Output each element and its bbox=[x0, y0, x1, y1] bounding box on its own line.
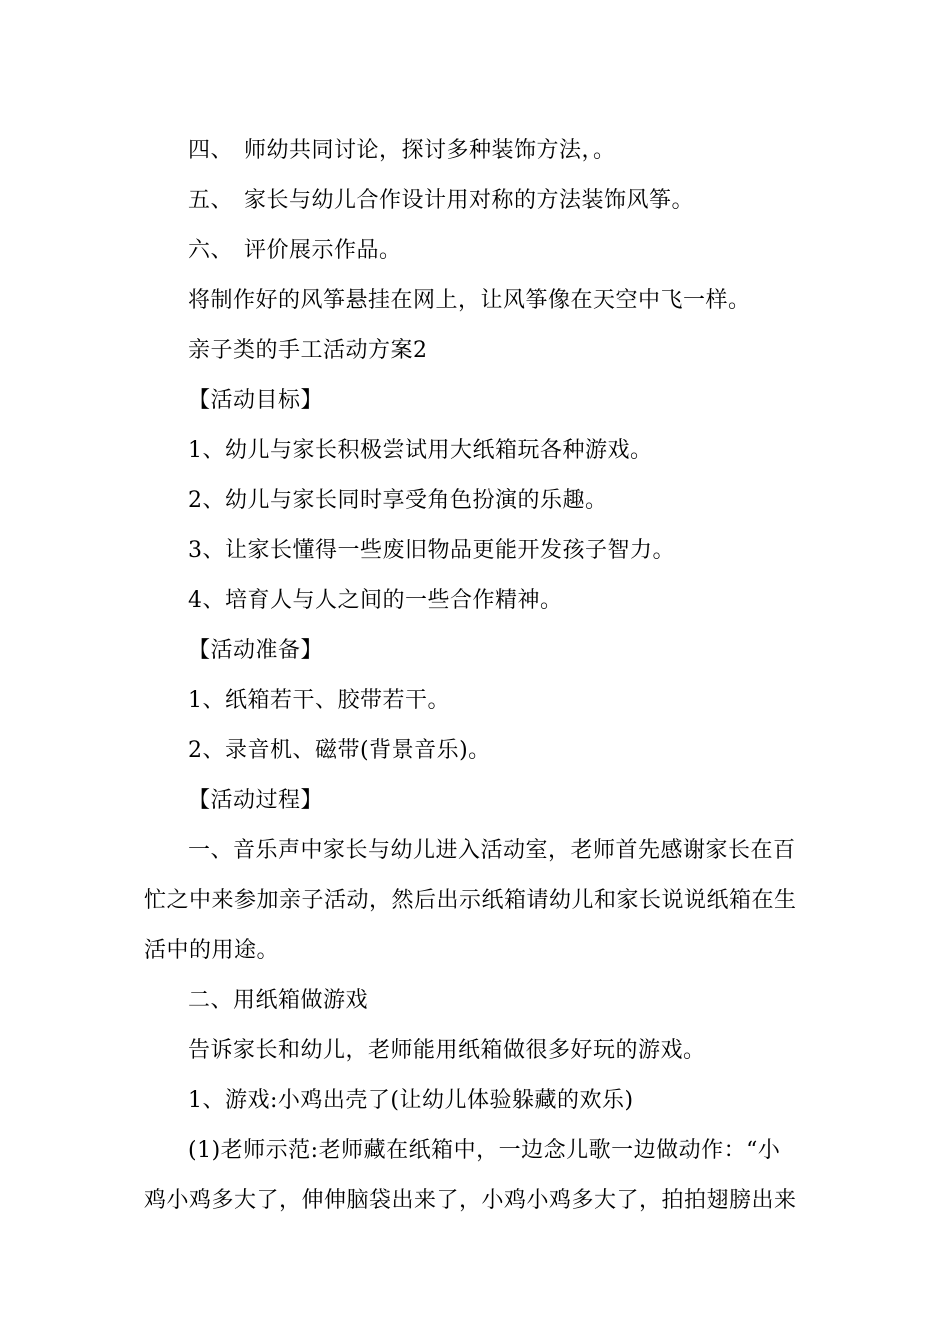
goal-item-2: 2、幼儿与家长同时享受角色扮演的乐趣。 bbox=[188, 488, 608, 513]
step-six bbox=[188, 236, 402, 266]
prep-item-1: 1、纸箱若干、胶带若干。 bbox=[188, 688, 450, 713]
step-number: 四、 bbox=[188, 138, 234, 163]
process-step-two: 二、用纸箱做游戏 bbox=[188, 988, 369, 1013]
prep-heading: 【活动准备】 bbox=[188, 638, 324, 663]
process-tell: 告诉家长和幼儿，老师能用纸箱做很多好玩的游戏。 bbox=[188, 1038, 706, 1063]
step-text: 师幼共同讨论，探讨多种装饰方法，。 bbox=[244, 138, 616, 163]
game-title: 1、游戏:小鸡出壳了(让幼儿体验躲藏的欢乐) bbox=[188, 1088, 634, 1113]
goal-item-1: 1、幼儿与家长积极尝试用大纸箱玩各种游戏。 bbox=[188, 438, 653, 463]
process-heading: 【活动过程】 bbox=[188, 788, 324, 813]
goal-item-4: 4、培育人与人之间的一些合作精神。 bbox=[188, 588, 563, 613]
goal-item-3: 3、让家长懂得一些废旧物品更能开发孩子智力。 bbox=[188, 538, 675, 563]
process-paragraph-line: 活中的用途。 bbox=[144, 938, 280, 963]
step-text: 评价展示作品。 bbox=[244, 238, 402, 263]
step-text: 家长与幼儿合作设计用对称的方法装饰风筝。 bbox=[244, 188, 695, 213]
step-four bbox=[188, 136, 616, 166]
step-five bbox=[188, 186, 694, 216]
section-title: 亲子类的手工活动方案2 bbox=[188, 338, 428, 363]
process-paragraph-line: 忙之中来参加亲子活动，然后出示纸箱请幼儿和家长说说纸箱在生 bbox=[144, 888, 797, 913]
closing-line: 将制作好的风筝悬挂在网上，让风筝像在天空中飞一样。 bbox=[188, 288, 751, 313]
prep-item-2: 2、录音机、磁带(背景音乐)。 bbox=[188, 738, 491, 763]
process-paragraph-line: 一、音乐声中家长与幼儿进入活动室，老师首先感谢家长在百 bbox=[188, 838, 796, 863]
game-demo-line: 鸡小鸡多大了，伸伸脑袋出来了，小鸡小鸡多大了，拍拍翅膀出来 bbox=[144, 1188, 797, 1213]
game-demo-line: (1)老师示范:老师藏在纸箱中，一边念儿歌一边做动作：“小 bbox=[188, 1138, 781, 1163]
step-number: 五、 bbox=[188, 188, 234, 213]
step-number: 六、 bbox=[188, 238, 234, 263]
goals-heading: 【活动目标】 bbox=[188, 388, 324, 413]
